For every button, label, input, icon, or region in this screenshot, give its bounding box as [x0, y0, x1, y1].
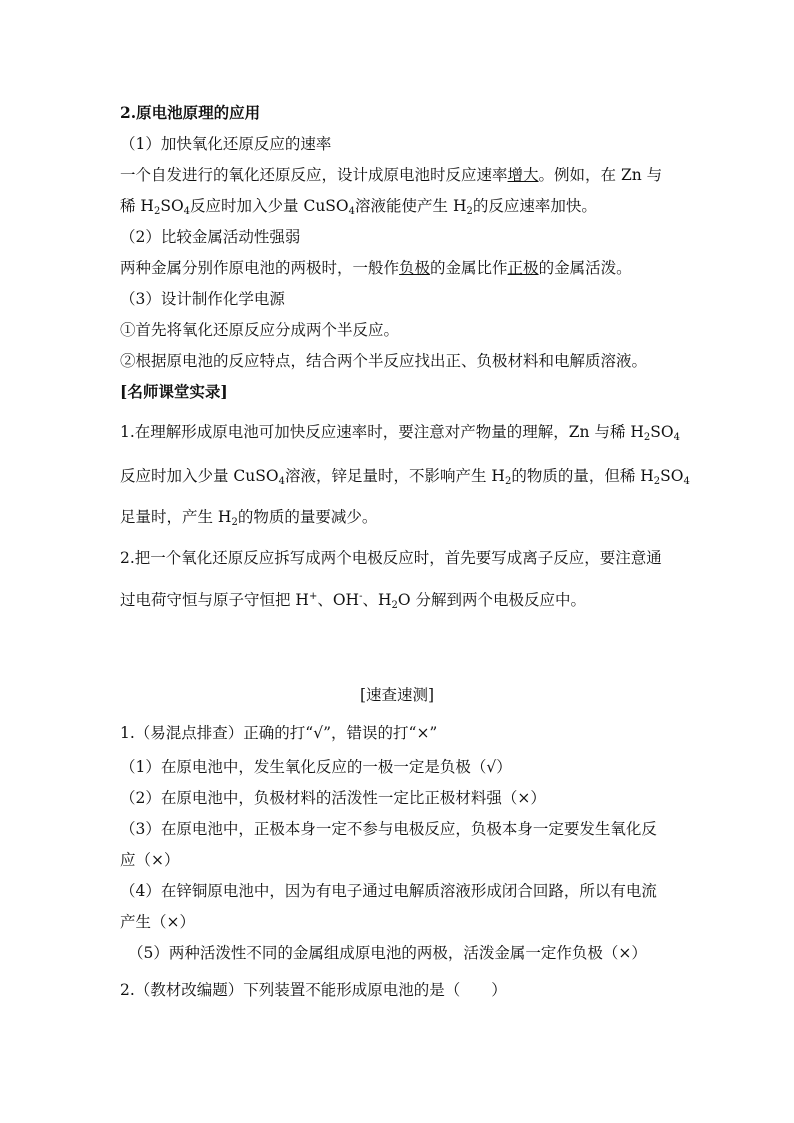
- note-line: 过电荷守恒与原子守恒把 H+、OH-、$H_2O$ 分解到两个电极反应中。: [120, 591, 587, 611]
- quiz-item-cont: 应（×）: [120, 851, 180, 869]
- quiz-item: （3）在原电池中，正极本身一定不参与电极反应，负极本身一定要发生氧化反: [120, 820, 657, 838]
- subsection-2-title: （2）比较金属活动性强弱: [120, 228, 301, 246]
- subsection-1-title: （1）加快氧化还原反应的速率: [120, 135, 332, 153]
- quiz-item: （1）在原电池中，发生氧化反应的一极一定是负极（√）: [120, 758, 512, 776]
- note-line: 2.把一个氧化还原反应拆写成两个电极反应时，首先要写成离子反应，要注意通: [120, 549, 662, 567]
- paragraph-line: 一个自发进行的氧化还原反应，设计成原电池时反应速率增大。例如，在 Zn 与: [120, 166, 663, 184]
- note-line: 反应时加入少量 CuSO$_4$溶液，锌足量时，不影响产生 $H_2$的物质的量，但稀 $H_2SO_4$: [120, 467, 690, 487]
- subsection-3-title: （3）设计制作化学电源: [120, 290, 285, 308]
- paragraph-line: 两种金属分别作原电池的两极时，一般作负极的金属比作正极的金属活泼。: [120, 259, 632, 277]
- quiz-heading: [速查速测]: [359, 686, 435, 704]
- quiz-item: （5）两种活泼性不同的金属组成原电池的两极，活泼金属一定作负极（×）: [128, 944, 647, 962]
- question-1: 1.（易混点排查）正确的打“√”，错误的打“×”: [120, 724, 438, 742]
- quiz-item: （4）在锌铜原电池中，因为有电子通过电解质溶液形成闭合回路，所以有电流: [120, 882, 657, 900]
- list-item: ①首先将氧化还原反应分成两个半反应。: [120, 321, 400, 339]
- list-item: ②根据原电池的反应特点，结合两个半反应找出正、负极材料和电解质溶液。: [120, 352, 648, 370]
- notes-heading: [名师课堂实录]: [120, 382, 228, 401]
- note-line: 足量时，产生 $H_2$的物质的量要减少。: [120, 508, 378, 528]
- note-line: 1.在理解形成原电池可加快反应速率时，要注意对产物量的理解，Zn 与稀 $H_2SO_4$: [120, 423, 680, 443]
- question-2: 2.（教材改编题）下列装置不能形成原电池的是（ ）: [120, 981, 507, 999]
- quiz-item-cont: 产生（×）: [120, 913, 195, 931]
- section-heading: 2.原电池原理的应用: [120, 103, 261, 122]
- quiz-item: （2）在原电池中，负极材料的活泼性一定比正极材料强（×）: [120, 789, 546, 807]
- paragraph-line: 稀 $H_2SO_4$反应时加入少量 CuSO$_4$溶液能使产生 $H_2$的反应速率加快。: [120, 197, 597, 217]
